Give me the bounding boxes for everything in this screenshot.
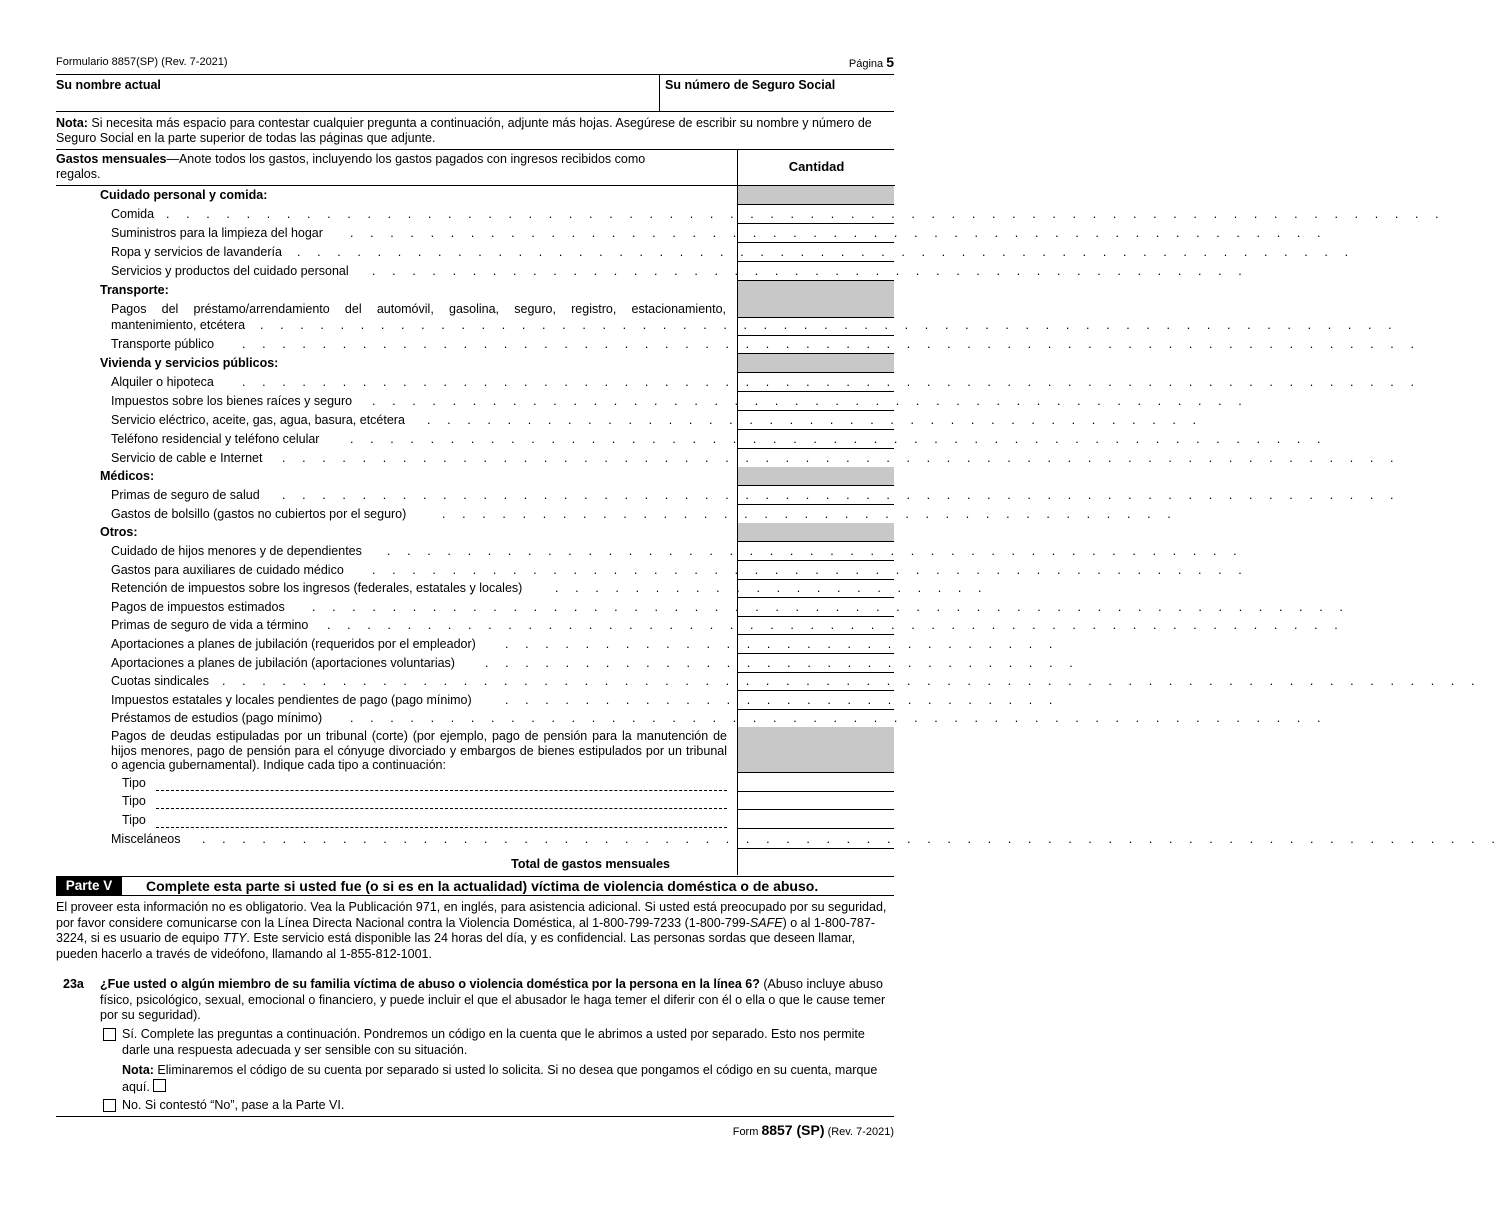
- amount-ropa[interactable]: [738, 243, 894, 262]
- part-v-header: [56, 876, 894, 896]
- question-23a-number: 23a: [63, 977, 84, 991]
- amount-jub-vol[interactable]: [738, 654, 894, 673]
- page-header: [56, 56, 894, 68]
- page-number: Página 5: [848, 54, 894, 70]
- amount-electrico[interactable]: [738, 411, 894, 430]
- amount-tipo-1[interactable]: [738, 772, 894, 792]
- amount-vida[interactable]: [738, 616, 894, 635]
- amount-impuestos-bienes[interactable]: [738, 392, 894, 411]
- amount-estimados[interactable]: [738, 598, 894, 617]
- checkbox-no[interactable]: [103, 1099, 116, 1116]
- checkbox-si[interactable]: [103, 1028, 116, 1045]
- amount-primas-salud[interactable]: [738, 486, 894, 505]
- amount-transporte-publico[interactable]: [738, 335, 894, 354]
- amount-bolsillo[interactable]: [738, 505, 894, 524]
- amount-alquiler[interactable]: [738, 373, 894, 392]
- amount-telefono[interactable]: [738, 430, 894, 449]
- amount-auxiliares[interactable]: [738, 561, 894, 580]
- name-field-label: Su nombre actual: [56, 78, 161, 92]
- monthly-expenses-heading: Gastos mensuales—Anote todos los gastos, incluyendo los gastos pagados con ingresos recibidos como regalos.: [56, 152, 646, 181]
- amount-cable[interactable]: [738, 449, 894, 468]
- part-v-title: Complete esta parte si usted fue (o si es en la actualidad) víctima de violencia doméstica o de abuso.: [146, 878, 819, 894]
- amount-cuotas[interactable]: [738, 672, 894, 691]
- question-23a-text: ¿Fue usted o algún miembro de su familia víctima de abuso o violencia doméstica por la persona en la línea 6? (Abuso incluye abuso físico, psicológico, sexual, emocional o financiero, y puede incluir el que el abusador le haga temer el diferir con él o ella o que le cause temer por su seguridad).: [100, 977, 886, 1022]
- amount-pendientes[interactable]: [738, 691, 894, 710]
- amount-jub-req[interactable]: [738, 635, 894, 654]
- option-si-text: Sí. Complete las preguntas a continuación. Pondremos un código en la cuenta que le abrimos a usted por separado. Esto nos permite darle una respuesta adecuada y ser sensible con su situación.: [122, 1027, 865, 1057]
- part-v-intro: El proveer esta información no es obligatorio. Vea la Publicación 971, en inglés, para asistencia adicional. Si usted está preocupado por su seguridad, por favor considere comunicarse con la Línea Directa Nacional contra la Violencia Doméstica, al 1-800-799-7233 (1-800-799-SAFE) o al 1-800-787-3224, si es usuario de equipo TTY. Este servicio está disponible las 24 horas del día, y es confidencial. Las personas sordas que deseen llamar, pueden hacerlo a través de videófono, llamando al 1-855-812-1001.: [56, 900, 887, 961]
- amount-hijos[interactable]: [738, 542, 894, 561]
- form-id: Formulario 8857(SP) (Rev. 7-2021): [56, 56, 228, 68]
- page-footer: Form 8857 (SP) (Rev. 7-2021): [56, 1116, 894, 1117]
- amount-tipo-3[interactable]: [738, 809, 894, 829]
- amount-comida[interactable]: [738, 205, 894, 224]
- amount-cuidado-personal[interactable]: [738, 262, 894, 281]
- option-nota: Nota: Eliminaremos el código de su cuenta por separado si usted lo solicita. Si no desea que pongamos el código en su cuenta, marque aquí.: [122, 1063, 878, 1094]
- amount-limpieza[interactable]: [738, 224, 894, 243]
- amount-auto[interactable]: [738, 317, 894, 336]
- checkbox-nota[interactable]: [153, 1079, 166, 1092]
- amount-retencion[interactable]: [738, 579, 894, 598]
- part-v-tag: Parte V: [56, 877, 122, 895]
- name-ssn-box: [56, 74, 894, 112]
- option-no-text: No. Si contestó “No”, pase a la Parte VI.: [122, 1098, 345, 1112]
- amount-total[interactable]: [738, 848, 894, 874]
- note-paragraph: Nota: Si necesita más espacio para contestar cualquier pregunta a continuación, adjunte más hojas. Asegúrese de escribir su nombre y número de Seguro Social en la parte superior de todas las páginas que adjunte.: [56, 116, 872, 145]
- amount-miscelaneos[interactable]: [738, 828, 894, 849]
- ssn-field-label: Su número de Seguro Social: [665, 78, 836, 92]
- amount-tipo-2[interactable]: [738, 791, 894, 810]
- amount-column-header: Cantidad: [737, 149, 895, 186]
- amount-estudios[interactable]: [738, 709, 894, 728]
